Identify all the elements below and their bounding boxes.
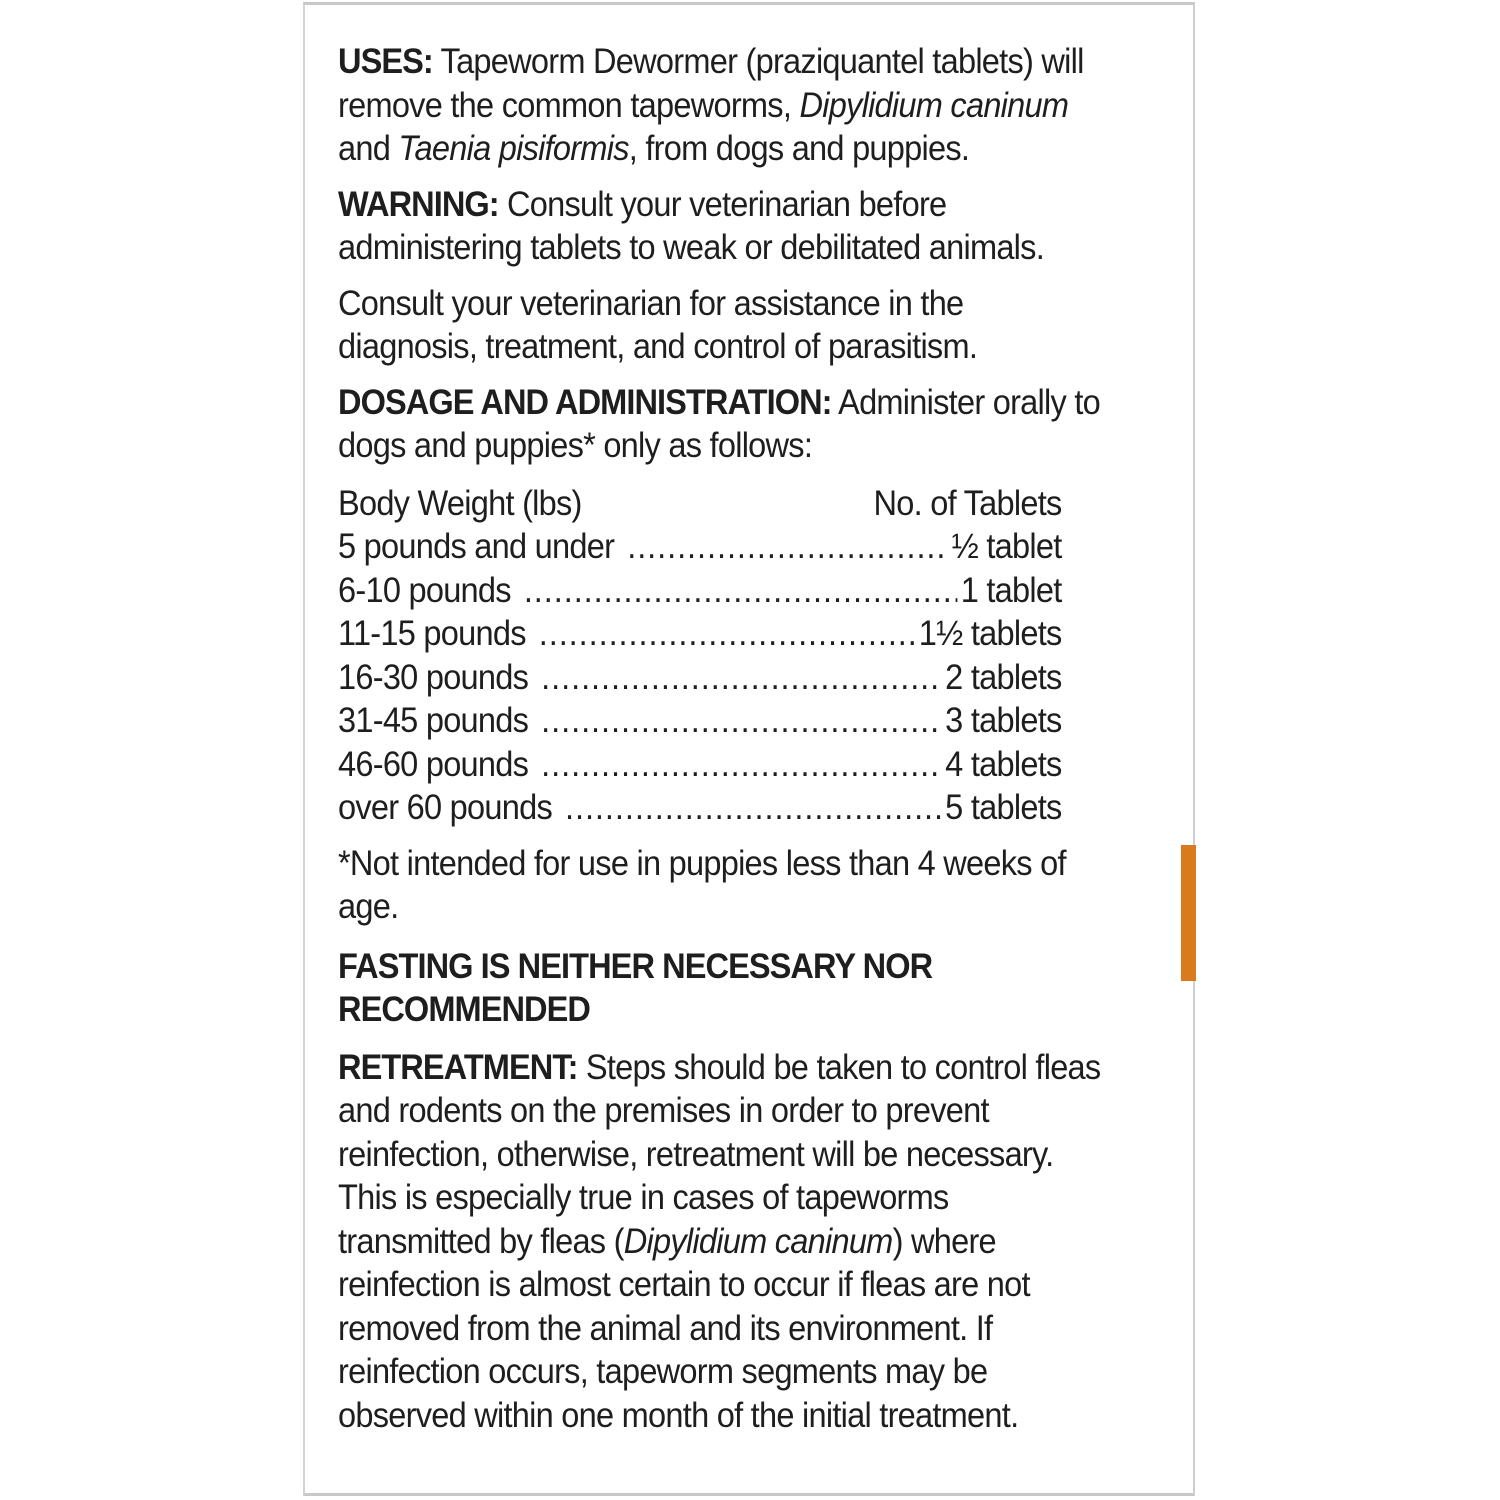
leader-dots bbox=[524, 569, 957, 613]
dose-table bbox=[338, 482, 1101, 830]
warning-section bbox=[338, 183, 1101, 270]
header-no-of-tablets: No. of Tablets bbox=[873, 483, 1062, 523]
retreatment-text-1: Steps should be taken to control fleas and rodents on the premises in order to prevent reinfection, otherwise, retreatment will be necessary. This is especially true in cases of tapeworms transmitted by fleas ( bbox=[338, 1047, 1101, 1261]
leader-dots bbox=[539, 612, 915, 656]
consult-section: Consult your veterinarian for assistance in the diagnosis, treatment, and control of parasitism. bbox=[338, 283, 978, 366]
uses-heading: USES: bbox=[338, 42, 433, 81]
dose-tablets: 2 tablets bbox=[945, 657, 1062, 697]
dose-row bbox=[338, 786, 1062, 830]
leader-dots bbox=[541, 743, 941, 787]
dose-weight: 16-30 pounds bbox=[338, 657, 529, 697]
dose-tablets: 1½ tablets bbox=[918, 614, 1062, 653]
leader-dots bbox=[541, 699, 941, 743]
leader-dots bbox=[627, 525, 948, 569]
dose-tablets: 4 tablets bbox=[945, 744, 1062, 784]
uses-text-2: and bbox=[338, 129, 399, 168]
dose-tablets: 5 tablets bbox=[945, 788, 1062, 827]
dose-row bbox=[338, 612, 1062, 656]
dosage-section bbox=[338, 381, 1101, 468]
age-footnote: *Not intended for use in puppies less than 4 weeks of age. bbox=[338, 843, 1066, 926]
dose-row bbox=[338, 743, 1062, 787]
dosage-heading: DOSAGE AND ADMINISTRATION: bbox=[338, 382, 832, 422]
orange-accent-bar bbox=[1181, 845, 1196, 981]
label-content bbox=[338, 40, 1101, 1437]
dose-row bbox=[338, 656, 1062, 700]
dose-weight: over 60 pounds bbox=[338, 788, 552, 827]
dose-tablets: 1 tablet bbox=[960, 570, 1062, 610]
fasting-notice: FASTING IS NEITHER NECESSARY NOR RECOMMENDED bbox=[338, 946, 933, 1029]
retreatment-species: Dipylidium caninum bbox=[623, 1221, 893, 1261]
uses-text-1: Tapeworm Dewormer (praziquantel tablets) will remove the common tapeworms, bbox=[338, 42, 1084, 125]
dose-weight: 5 pounds and under bbox=[338, 527, 615, 566]
leader-dots bbox=[541, 656, 941, 700]
retreatment-text-2: ) where reinfection is almost certain to occur if fleas are not removed from the animal and its environment. If reinfection occurs, tapeworm segments may be observed within one month of the initial treatment. bbox=[338, 1221, 1030, 1435]
dose-tablets: ½ tablet bbox=[951, 527, 1062, 566]
retreatment-section bbox=[338, 1046, 1101, 1438]
leader-dots bbox=[565, 786, 941, 830]
warning-heading: WARNING: bbox=[338, 184, 499, 224]
uses-text-3: , from dogs and puppies. bbox=[628, 129, 970, 168]
dosage-text: Administer orally to dogs and puppies* only as follows: bbox=[338, 382, 1101, 465]
dose-weight: 6-10 pounds bbox=[338, 570, 511, 610]
dose-row bbox=[338, 569, 1062, 613]
dose-weight: 31-45 pounds bbox=[338, 701, 529, 740]
uses-species-2: Taenia pisiformis bbox=[398, 129, 629, 168]
uses-species-1: Dipylidium caninum bbox=[799, 85, 1069, 125]
dose-weight: 11-15 pounds bbox=[338, 614, 526, 653]
header-body-weight: Body Weight (lbs) bbox=[338, 483, 582, 523]
dose-row bbox=[338, 699, 1062, 743]
uses-section bbox=[338, 40, 1101, 171]
dose-table-header bbox=[338, 482, 1062, 526]
retreatment-heading: RETREATMENT: bbox=[338, 1047, 578, 1087]
dose-row bbox=[338, 525, 1062, 569]
warning-text: Consult your veterinarian before administering tablets to weak or debilitated animals. bbox=[338, 184, 1045, 267]
dose-tablets: 3 tablets bbox=[945, 701, 1062, 740]
dose-weight: 46-60 pounds bbox=[338, 744, 529, 784]
